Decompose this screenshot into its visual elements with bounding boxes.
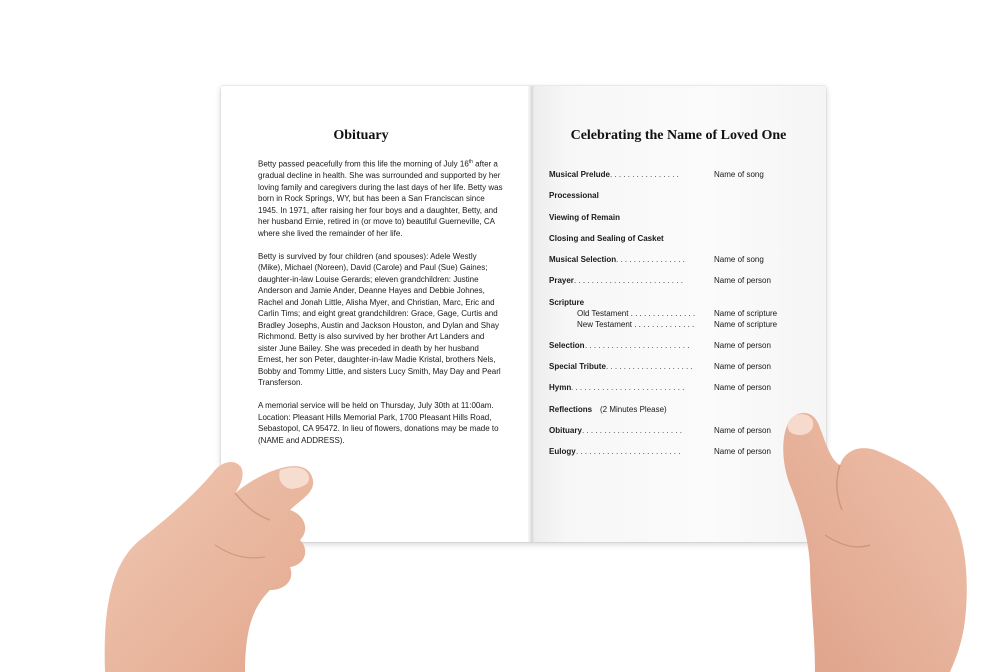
leader-dots: . . . . . . . . . . . . . . . .: [610, 170, 679, 179]
leader-dots: . . . . . . . . . . . . . . . . . . . . . . .: [582, 425, 683, 435]
obituary-paragraph-3: A memorial service will be held on Thursday, July 30th at 11:00am. Location: Pleasant Hills Memorial Park, 1700 Pleasant Hills Road, Sebastopol, CA 95472. In lieu of flowers, donations may be made to (NAME and ADDRESS).: [258, 401, 499, 445]
scripture-old-testament: Old Testament . . . . . . . . . . . . . . .: [577, 308, 696, 318]
scripture-new-value: Name of scripture: [714, 319, 778, 329]
program-item: [549, 191, 819, 212]
program-item-label: Processional: [549, 191, 599, 201]
program-item-label: Musical Prelude: [549, 170, 610, 179]
program-item-label: Hymn: [549, 383, 572, 393]
program-item-value: Name of person: [714, 447, 771, 457]
program-item-label: Prayer: [549, 276, 574, 286]
program-item-value: Name of person: [714, 362, 771, 372]
program-item: [549, 234, 819, 255]
program-item-label: Closing and Sealing of Casket: [549, 233, 664, 243]
program-item: [549, 383, 819, 404]
program-item-label: Scripture: [549, 297, 585, 307]
program-item: [549, 213, 819, 234]
program-item: [549, 170, 819, 191]
right-hand-image: [770, 405, 970, 672]
program-item-label: Obituary: [549, 425, 582, 435]
leader-dots: . . . . . . . . . . . . . . . . . . . . . . . . . .: [571, 383, 685, 393]
booklet-fold: [528, 86, 534, 542]
scripture-new-testament: New Testament . . . . . . . . . . . . . .: [577, 319, 695, 329]
program-item-label: Eulogy: [549, 447, 576, 457]
program-item-value: Name of person: [714, 425, 771, 435]
scripture-old-value: Name of scripture: [714, 308, 778, 318]
service-title: Celebrating the Name of Loved One: [570, 128, 787, 143]
program-item: [549, 255, 819, 276]
obituary-paragraph-2: Betty is survived by four children (and spouses): Adele Westly (Mike), Michael (Noreen), David (Carole) and Paul (Sue) Gaines; daughter-in-law Louise Gerards; eleven grandchildren: Justine Anderson and Jamie Ander, Deanne Hayes and Debbie Johnes, Rachel and Jonah Little, Alisha Myer, and Christian, Marc, Eric and Carlin Tims; and eight great grandchildren: Grace, Gage, Curtis and Bradley Josephs, Austin and Jackson Houston, and Dylan and Shay Richmond. Betty is also survived by her brother Art Landers and sister June Bailey. She was preceded in death by her husband Ernest, her son Peter, daughter-in-law Madie Kristal, brothers Nels, Bobby and Tommy Little, and sisters Lucy Smith, May Day and Pearl Transferson.: [258, 251, 501, 388]
leader-dots: . . . . . . . . . . . . . . . .: [616, 255, 685, 265]
leader-dots: . . . . . . . . . . . . . . . . . . . .: [606, 362, 693, 372]
obituary-title: Obituary: [333, 128, 389, 143]
program-item-value: Name of person: [714, 276, 771, 286]
obituary-paragraph-1: Betty passed peacefully from this life the morning of July 16th after a gradual decline in health. She was surrounded and supported by her loving family and caregivers during the last days of her life. Betty was born in Rock Springs, WY, but has been a San Franciscan since 1945. In 1971, after raising her four boys and a daughter, Betty, and her husband Ernie, retired in (or move to) beautiful Guerneville, CA where she lived the remainder of her life.: [258, 159, 503, 238]
program-item: [549, 276, 819, 297]
program-item-note: (2 Minutes Please): [600, 404, 667, 414]
program-item-label: Selection: [549, 340, 585, 350]
program-item: [549, 362, 819, 383]
program-item-scripture: [549, 298, 819, 341]
program-item-value: Name of song: [714, 170, 764, 179]
leader-dots: . . . . . . . . . . . . . . . . . . . . . . . . .: [574, 276, 683, 286]
program-item-label: Musical Selection: [549, 255, 617, 265]
obituary-body: [258, 157, 503, 458]
left-hand-image: [95, 455, 355, 672]
program-item-value: Name of person: [714, 340, 771, 350]
program-item: [549, 341, 819, 362]
program-item-value: Name of person: [714, 383, 771, 393]
leader-dots: . . . . . . . . . . . . . . . . . . . . . . . .: [576, 447, 681, 457]
program-item-label: Viewing of Remain: [549, 212, 620, 222]
program-item-label: Special Tribute: [549, 362, 606, 372]
leader-dots: . . . . . . . . . . . . . . . . . . . . . . . .: [585, 340, 690, 350]
program-item-value: Name of song: [714, 255, 764, 265]
program-item-label: Reflections: [549, 404, 593, 414]
